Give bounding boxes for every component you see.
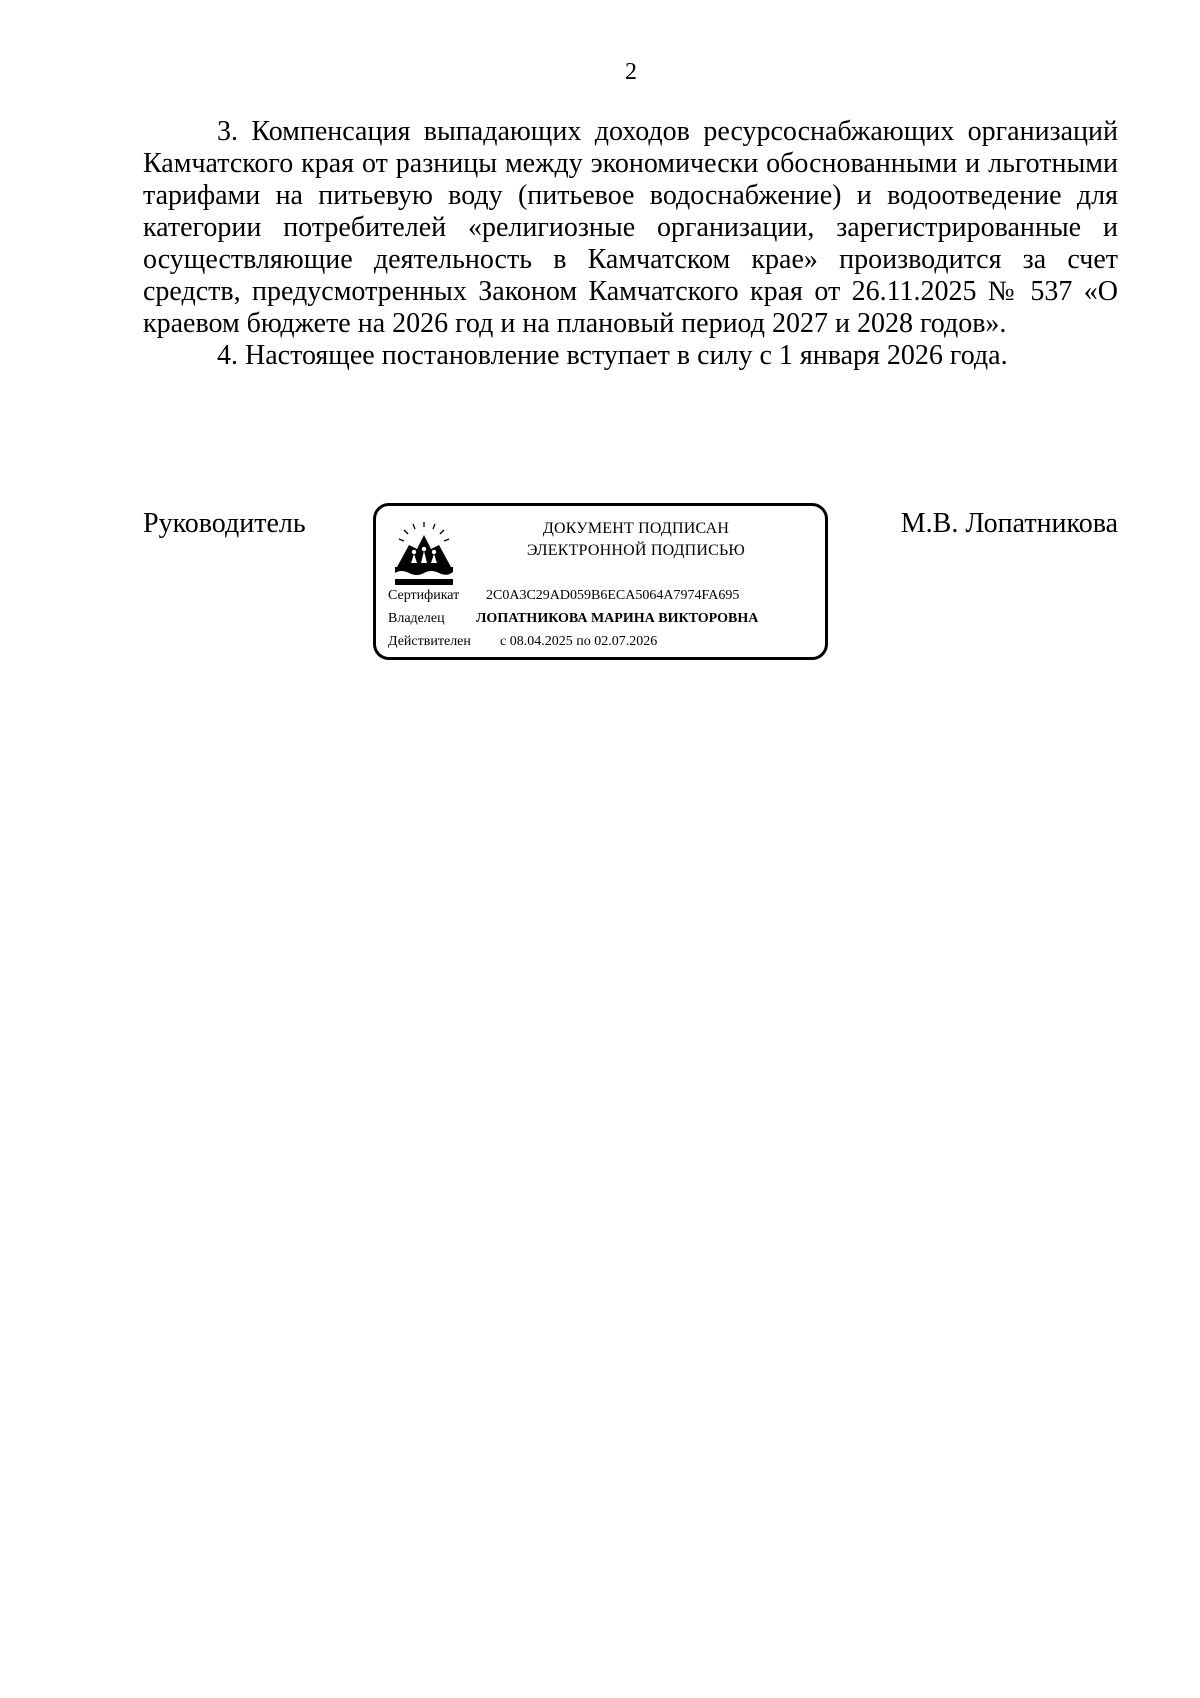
validity-value: с 08.04.2025 по 02.07.2026 <box>500 634 658 649</box>
signatory-name: М.В. Лопатникова <box>900 508 1118 539</box>
owner-label: Владелец <box>388 611 445 626</box>
stamp-title-line-2: ЭЛЕКТРОННОЙ ПОДПИСЬЮ <box>526 542 746 559</box>
stamp-owner-row <box>388 610 758 628</box>
signatory-role: Руководитель <box>143 508 306 539</box>
validity-label: Действителен <box>388 634 471 649</box>
electronic-signature-stamp <box>373 503 828 660</box>
paragraph-4: 4. Настоящее постановление вступает в силу с 1 января 2026 года. <box>217 340 1008 371</box>
document-body <box>143 116 1118 372</box>
stamp-validity-row <box>388 633 657 651</box>
stamp-title-line-1: ДОКУМЕНТ ПОДПИСАН <box>542 520 730 537</box>
certificate-value: 2C0A3C29AD059B6ECA5064A7974FA695 <box>486 588 740 603</box>
paragraph-3: 3. Компенсация выпадающих доходов ресурсоснабжающих организаций Камчатского края от разницы между экономически обоснованными и льготными тарифами на питьевую воду (питьевое водоснабжение) и водоотведение для категории потребителей «религиозные организации, зарегистрированные и осуществляющие деятельность в Камчатском крае» производится за счет средств, предусмотренных Законом Камчатского края от 26.11.2025 № 537 «О краевом бюджете на 2026 год и на плановый период 2027 и 2028 годов». <box>143 116 1118 339</box>
kamchatka-coat-of-arms-icon <box>391 519 457 591</box>
certificate-label: Сертификат <box>388 588 460 603</box>
stamp-title <box>466 518 806 562</box>
page-number: 2 <box>625 59 637 85</box>
owner-value: ЛОПАТНИКОВА МАРИНА ВИКТОРОВНА <box>476 611 759 626</box>
stamp-certificate-row <box>388 587 739 605</box>
